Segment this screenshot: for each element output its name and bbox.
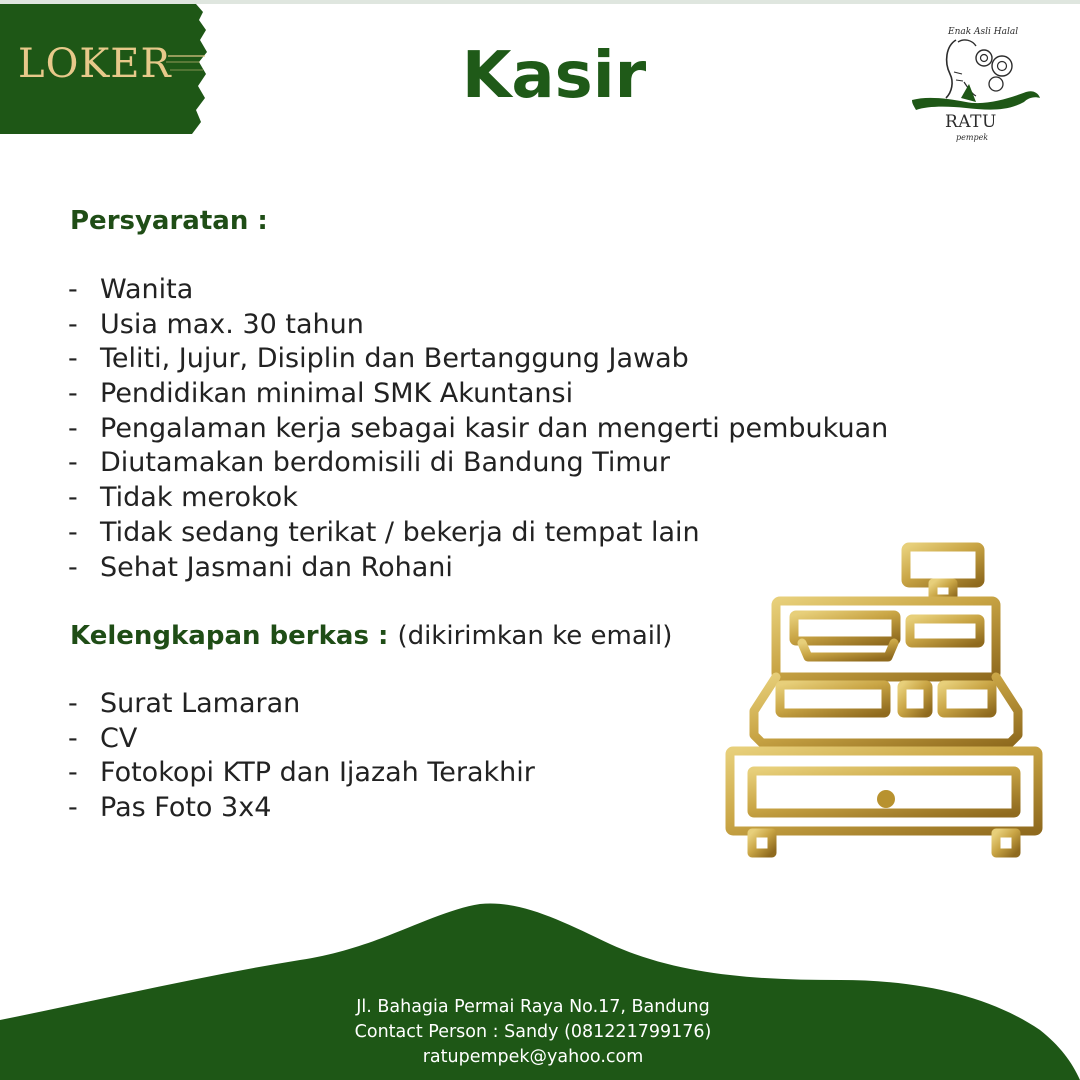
requirement-item <box>68 342 888 377</box>
bullet-dash: - <box>68 551 78 583</box>
documents-heading <box>70 623 672 649</box>
bullet-dash: - <box>68 482 78 514</box>
logo-tagline: Enak Asli Halal <box>948 27 1019 37</box>
requirements-heading: Persyaratan : <box>70 206 268 236</box>
requirement-item-text: Wanita <box>100 274 194 305</box>
document-item-text: Surat Lamaran <box>100 688 301 719</box>
document-item <box>68 722 535 757</box>
document-item <box>68 687 535 722</box>
bullet-dash: - <box>68 343 78 375</box>
documents-list <box>68 687 535 826</box>
bullet-dash: - <box>68 412 78 444</box>
bullet-dash: - <box>68 757 78 789</box>
address-text: Jl. Bahagia Permai Raya No.17, Bandung <box>356 997 710 1017</box>
bullet-dash: - <box>68 722 78 754</box>
bullet-dash: - <box>68 378 78 410</box>
bullet-dash: - <box>68 274 78 305</box>
requirement-item <box>68 446 888 481</box>
requirement-item-text: Diutamakan berdomisili di Bandung Timur <box>100 447 670 479</box>
document-item-text: Fotokopi KTP dan Ijazah Terakhir <box>100 757 535 789</box>
requirement-item <box>68 412 888 447</box>
requirement-item-text: Teliti, Jujur, Disiplin dan Bertanggung Jawab <box>100 343 689 375</box>
document-item <box>68 791 535 826</box>
loker-label: LOKER <box>18 41 172 87</box>
bullet-dash: - <box>68 308 78 340</box>
bullet-dash: - <box>68 447 78 479</box>
requirement-item <box>68 481 888 516</box>
requirement-item-text: Pengalaman kerja sebagai kasir dan mengerti pembukuan <box>100 412 889 444</box>
bullet-dash: - <box>68 516 78 548</box>
documents-note: (dikirimkan ke email) <box>397 621 673 651</box>
bullet-dash: - <box>68 792 78 824</box>
requirement-item <box>68 377 888 412</box>
logo-name: RATU <box>945 112 997 132</box>
requirement-item <box>68 308 888 343</box>
contact-person-text: Contact Person : Sandy (081221799176) <box>354 1022 712 1042</box>
document-item <box>68 756 535 791</box>
cash-register-icon <box>720 535 1050 865</box>
email-text: ratupempek@yahoo.com <box>422 1047 644 1067</box>
page-title: Kasir <box>461 39 647 113</box>
requirement-item-text: Usia max. 30 tahun <box>100 308 364 340</box>
requirement-item-text: Pendidikan minimal SMK Akuntansi <box>100 378 574 410</box>
requirement-item-text: Sehat Jasmani dan Rohani <box>100 551 453 583</box>
documents-heading-label: Kelengkapan berkas : <box>70 621 389 651</box>
document-item-text: CV <box>100 722 138 754</box>
requirement-item-text: Tidak merokok <box>100 482 298 514</box>
logo-subname: pempek <box>956 133 989 142</box>
document-item-text: Pas Foto 3x4 <box>100 792 272 824</box>
requirement-item <box>68 273 888 308</box>
bullet-dash: - <box>68 688 78 719</box>
requirement-item-text: Tidak sedang terikat / bekerja di tempat lain <box>100 516 700 548</box>
footer-contact <box>280 995 786 1070</box>
